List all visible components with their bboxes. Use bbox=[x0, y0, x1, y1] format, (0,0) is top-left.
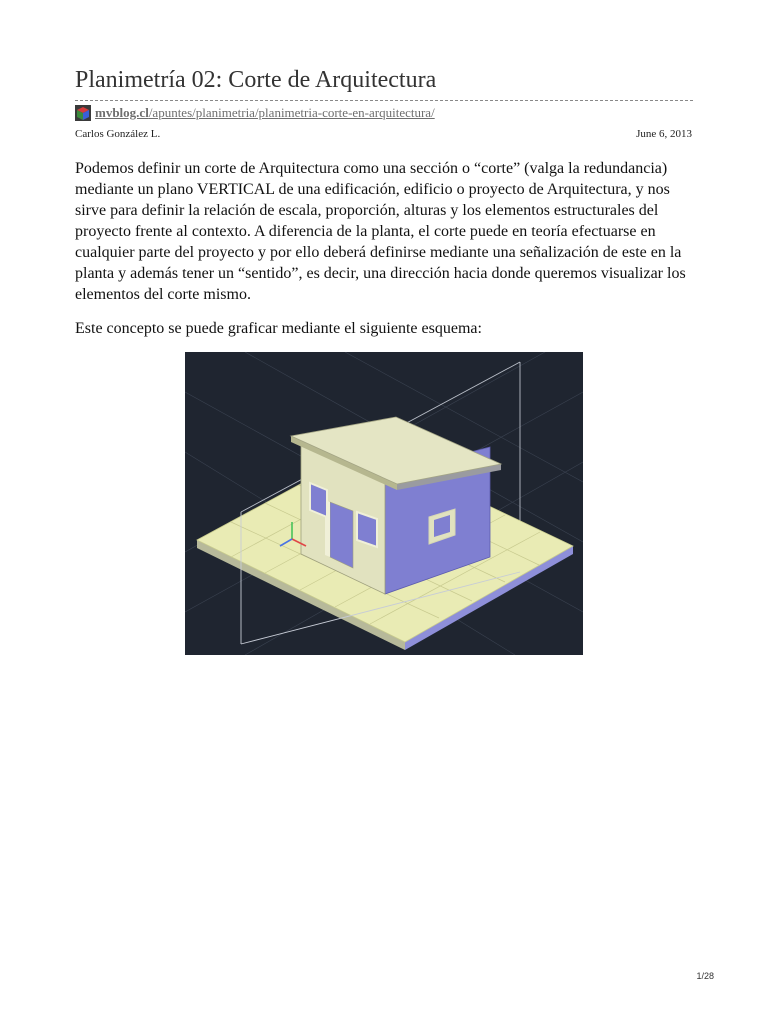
source-line bbox=[75, 104, 435, 122]
author-name: Carlos González L. bbox=[75, 128, 161, 140]
source-domain[interactable]: mvblog.cl bbox=[95, 105, 149, 120]
source-path[interactable]: /apuntes/planimetria/planimetria-corte-en-arquitectura/ bbox=[148, 105, 435, 120]
section-plane-diagram bbox=[185, 352, 583, 655]
front-window bbox=[310, 483, 327, 517]
front-window bbox=[357, 512, 377, 547]
source-link[interactable] bbox=[95, 105, 435, 121]
publish-date: June 6, 2013 bbox=[636, 128, 692, 140]
page-title: Planimetría 02: Corte de Arquitectura bbox=[75, 67, 437, 93]
page-number: 1/28 bbox=[696, 971, 714, 981]
doorway bbox=[330, 502, 353, 568]
body-paragraph: Este concepto se puede graficar mediante el siguiente esquema: bbox=[75, 320, 482, 337]
diagram-canvas bbox=[185, 352, 583, 655]
body-paragraph: Podemos definir un corte de Arquitectura como una sección o “corte” (valga la redundancia) mediante un plano VERTICAL de una edificación, edificio o proyecto de Arquitectura, y nos sirve para definir la relación de escala, proporción, alturas y los elementos estructurales del proyecto frente al contexto. A diferencia de la planta, el corte puede en teoría efectuarse en cualquier parte del proyecto y por ello deberá definirse mediante una señalización de este en la planta y además tener un “sentido”, es decir, una dirección hacia donde queremos visualizar los elementos del corte mismo. bbox=[75, 160, 686, 303]
cube-favicon-icon bbox=[75, 105, 91, 121]
title-divider bbox=[75, 100, 693, 101]
